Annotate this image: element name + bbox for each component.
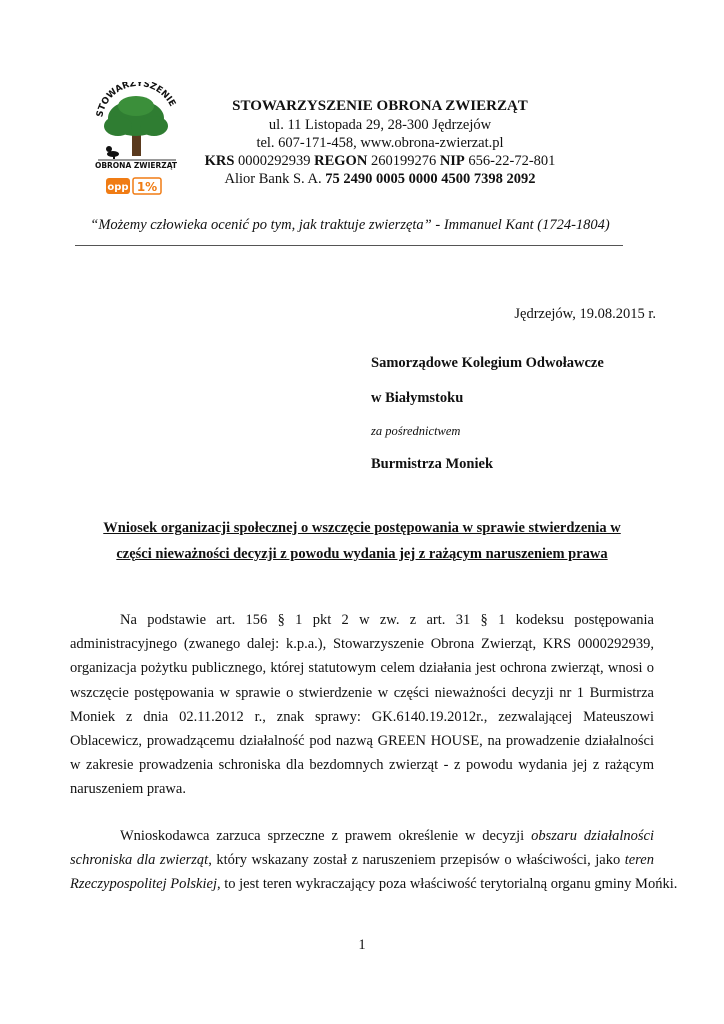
motto-quote: “Możemy człowieka ocenić po tym, jak traktuje zwierzęta” - Immanuel Kant (1724-1804): [90, 217, 610, 233]
paragraph-line: naruszeniem prawa.: [70, 781, 186, 798]
body-paragraph-2: [70, 824, 678, 897]
emphasis-text: schroniska dla zwierząt: [70, 852, 209, 869]
header-divider: [75, 245, 623, 246]
nip-label: NIP: [439, 153, 465, 169]
document-title-line-1: Wniosek organizacji społecznej o wszczęcie postępowania w sprawie stwierdzenia w: [103, 520, 621, 536]
tree-icon: [104, 96, 168, 156]
recipient-line-2: w Białymstoku: [371, 390, 464, 406]
regon-value: 260199276: [367, 153, 440, 169]
place-and-date: Jędrzejów, 19.08.2015 r.: [514, 306, 656, 322]
paragraph-line: organizacja pożytku publicznego, której statutowym celem działania jest ochrona zwierząt, wnosi o: [70, 660, 654, 677]
paragraph-line: administracyjnego (zwanego dalej: k.p.a.), Stowarzyszenie Obrona Zwierząt, KRS 0000292939,: [70, 636, 654, 653]
recipient-line-1: Samorządowe Kolegium Odwoławcze: [371, 355, 604, 371]
recipient-line-3: za pośrednictwem: [371, 424, 461, 438]
organization-address: ul. 11 Listopada 29, 28-300 Jędrzejów: [268, 117, 492, 133]
paragraph-line: wszczęcie postępowania w sprawie o stwierdzenie w części nieważności decyzji nr 1 Burmistrza: [70, 684, 654, 701]
body-paragraph-1: [70, 608, 654, 802]
emphasis-text: obszaru działalności: [531, 828, 654, 844]
paragraph-line: schroniska dla zwierząt, który wskazany został z naruszeniem przepisów o właściwości, jako teren: [70, 852, 654, 869]
emphasis-text: teren: [624, 852, 654, 869]
paragraph-line: w zakresie prowadzenia schroniska dla bezdomnych zwierząt - z powodu wydania jej z rażącym: [70, 757, 654, 774]
organization-registry-ids: [180, 152, 580, 170]
krs-label: KRS: [204, 153, 235, 169]
paragraph-line: Rzeczypospolitej Polskiej, to jest teren wykraczający poza właściwość terytorialną organu gminy Mońki.: [70, 876, 678, 893]
nip-value: 656-22-72-801: [464, 153, 556, 169]
bank-account-line: [180, 170, 580, 188]
svg-text:1%: 1%: [136, 180, 158, 194]
bank-name: Alior Bank S. A.: [224, 171, 326, 187]
organization-name: STOWARZYSZENIE OBRONA ZWIERZĄT: [232, 98, 528, 114]
recipient-line-4: Burmistrza Moniek: [371, 456, 494, 472]
regon-label: REGON: [314, 153, 368, 169]
logo-arc-text: STOWARZYSZENIE: [95, 82, 177, 119]
emphasis-text: Rzeczypospolitej Polskiej: [70, 876, 217, 893]
organization-contact: tel. 607-171-458, www.obrona-zwierzat.pl: [256, 135, 504, 151]
svg-text:opp: opp: [107, 182, 129, 193]
opp-badge: [106, 178, 130, 194]
logo-bottom-text: OBRONA ZWIERZĄT: [94, 161, 178, 170]
page-number: 1: [358, 937, 366, 953]
paragraph-line: Moniek z dnia 02.11.2012 r., znak sprawy: GK.6140.19.2012r., zezwalającej Mateuszowi: [70, 708, 654, 725]
dog-silhouette-icon: [106, 146, 119, 159]
bank-account-number: 75 2490 0005 0000 4500 7398 2092: [325, 171, 536, 187]
paragraph-line: Oblacewicz, prowadzącemu działalność pod nazwą GREEN HOUSE, na prowadzenie działalności: [70, 732, 654, 749]
document-title-line-2: części nieważności decyzji z powodu wydania jej z rażącym naruszeniem prawa: [116, 546, 608, 562]
one-percent-badge: [133, 178, 161, 194]
organization-logo: [88, 82, 184, 200]
paragraph-line: Wnioskodawca zarzuca sprzeczne z prawem określenie w decyzji obszaru działalności: [120, 828, 654, 844]
krs-value: 0000292939: [234, 153, 315, 169]
paragraph-line: Na podstawie art. 156 § 1 pkt 2 w zw. z art. 31 § 1 kodeksu postępowania: [120, 612, 654, 628]
